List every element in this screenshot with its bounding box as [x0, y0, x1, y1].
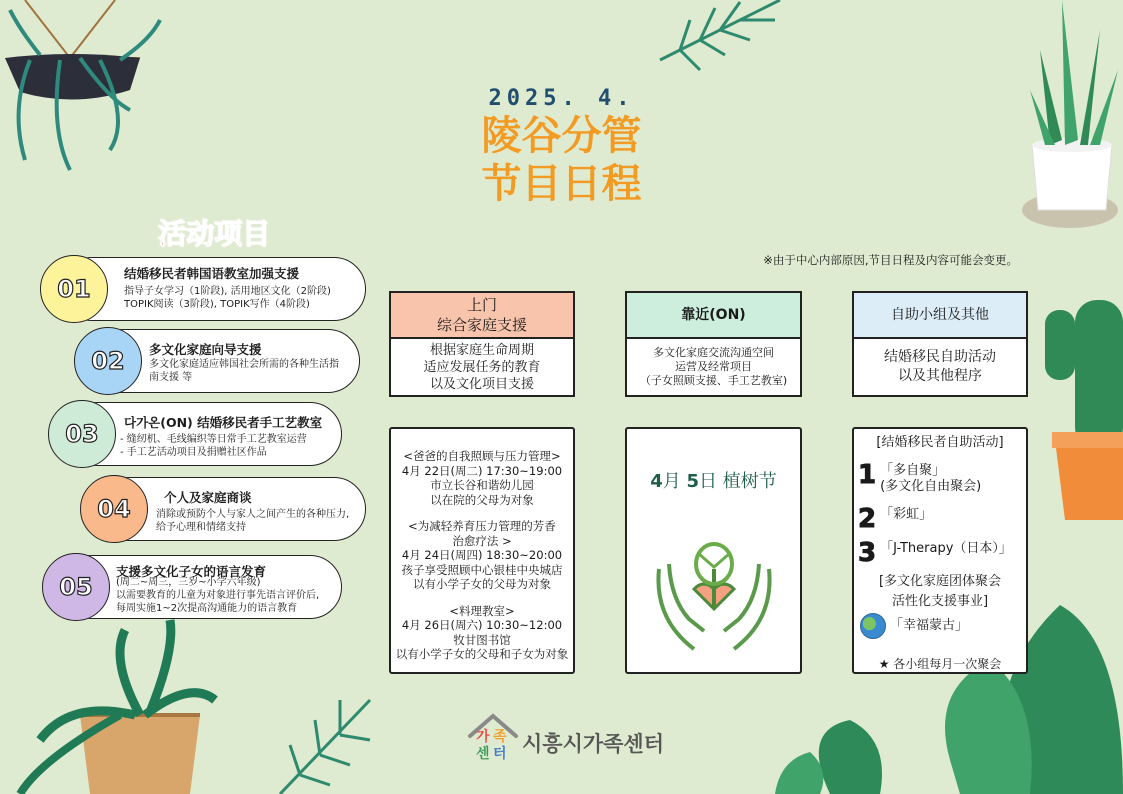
self-help-section-title: [结婚移民者自助活动] [876, 435, 1004, 450]
on-event-box [625, 427, 802, 674]
activity-desc-03-line2: - 手工艺活动项目及捐赠社区作品 [120, 447, 267, 458]
activity-title-03: 다가온(ON) 结婚移民者手工艺教室 [124, 415, 323, 430]
arbor-day-event [627, 467, 800, 493]
logo-char-sen: 센 [476, 746, 490, 762]
activity-number-05: 05 [42, 553, 110, 621]
logo-char-ga: 가 [476, 729, 490, 745]
logo-char-teo: 터 [493, 746, 507, 762]
event-item-2 [391, 519, 573, 592]
activity-desc-02-line2: 南支援 等 [149, 372, 193, 383]
col1-sub-line3: 以及文化项目支援 [429, 376, 534, 392]
event3-place: 牧甘图书馆 [453, 632, 511, 647]
col3-sub-line2: 以及其他程序 [898, 368, 982, 384]
activities-title: 活动项目 [158, 217, 271, 250]
column-self-help-description [852, 337, 1028, 397]
activity-desc-02-line1: 多文化家庭适应韩国社会所需的各种生活指 [149, 359, 339, 370]
family-center-logo [466, 712, 520, 764]
column-home-visit-header [389, 291, 575, 339]
col2-sub-line1: 多文化家庭交流沟通空间 [653, 346, 774, 359]
event2-time: 4月 24日(周四) 18:30~20:00 [401, 548, 563, 562]
col1-sub-line1: 根据家庭生命周期 [429, 342, 534, 358]
event2-target: 以有小学子女的父母为对象 [413, 577, 551, 591]
activity-desc-05-line2: 以需要教育的儿童为对象进行事先语言评价后, [116, 590, 320, 601]
center-name: 시흥시가족센터 [522, 732, 665, 756]
event2-title-line2: 治愈疗法 > [452, 533, 512, 548]
col1-sub-line2: 适应发展任务的教育 [423, 359, 541, 375]
activity-title-04: 个人及家庭商谈 [164, 490, 252, 505]
globe-icon [860, 613, 886, 639]
number-one-badge-icon: 1 [858, 460, 877, 490]
group1-desc: (多文化自由聚会) [880, 479, 982, 494]
event3-target: 以有小学子女的父母和子女为对象 [395, 647, 569, 661]
mongolia-group-name: 「幸福蒙古」 [890, 618, 969, 633]
activity-desc-04-line1: 消除或预防个人与家人之间产生的各种压力, [156, 509, 350, 520]
col2-sub-line3: （子女照顾支援、手工艺教室) [639, 374, 788, 387]
event2-title-line1: <为减轻养育压力管理的芳香 [408, 519, 556, 533]
cactus-illustration [1045, 300, 1123, 520]
activity-number-02: 02 [74, 327, 142, 395]
event-day: 5 [686, 471, 700, 492]
column-home-visit-header-line2: 综合家庭支援 [436, 316, 527, 334]
activity-desc-01-line1: 指导子女学习（1阶段), 活用地区文化（2阶段) [124, 286, 331, 297]
activity-desc-05-line1: (周二~周三，三岁~小学六年级) [116, 577, 261, 588]
event-month: 4 [650, 471, 663, 492]
palm-leaf-top [660, 0, 780, 70]
activity-title-01: 结婚移民者韩国语教室加强支援 [124, 266, 300, 281]
group-item-1 [858, 460, 982, 495]
activity-desc-03-line1: - 缝纫机、毛线编织等日常手工艺教室运营 [120, 434, 307, 445]
column-home-visit-description [389, 337, 575, 397]
event1-target: 以在院的父母为对象 [430, 492, 534, 507]
event3-title: <料理教室> [449, 603, 515, 618]
self-help-groups-box [852, 427, 1028, 674]
basket-plant-illustration [20, 620, 215, 794]
group3-name: 「J-Therapy（日本）」 [880, 541, 1012, 556]
event1-title: <爸爸的自我照顾与压力管理> [403, 449, 561, 463]
event3-time: 4月 26日(周六) 10:30~12:00 [401, 618, 563, 632]
page-title-line1: 陵谷分管 [481, 113, 642, 159]
number-two-badge-icon: 2 [858, 504, 877, 534]
column-on-description [625, 337, 802, 397]
activity-number-03: 03 [48, 400, 116, 468]
group2-name: 「彩虹」 [880, 507, 933, 522]
group-item-3 [858, 538, 1012, 568]
event-month-unit: 月 [662, 471, 681, 492]
schedule-date: 2025. 4. [488, 86, 635, 111]
event-name: 植树节 [722, 471, 777, 492]
home-visit-events-box [389, 427, 575, 674]
event2-place: 孩子享受照顾中心银桂中央城店 [401, 562, 563, 577]
group1-name: 「多自聚」 [880, 463, 946, 478]
activity-number-01: 01 [40, 255, 108, 323]
event1-time: 4月 22日(周二) 17:30~19:00 [401, 463, 563, 478]
activity-desc-04-line2: 给予心理和情绪支持 [156, 522, 246, 533]
event-item-1 [391, 449, 573, 507]
activity-title-02: 多文化家庭向导支援 [149, 342, 262, 357]
column-on-header: 靠近(ON) [625, 291, 802, 339]
column-self-help-header: 自助小组及其他 [852, 291, 1028, 339]
change-notice: ※由于中心内部原因,节目日程及内容可能会变更。 [763, 253, 1018, 267]
activity-title-05: 支援多文化子女的语言发育 [116, 564, 267, 579]
group-support-title-line2: 活性化支援事业] [891, 594, 989, 609]
palm-leaf-bottom [280, 700, 370, 794]
column-home-visit-header-line1: 上门 [466, 296, 497, 314]
group-support-title-line1: [多文化家庭团体聚会 [878, 574, 1002, 589]
group-item-2 [858, 504, 933, 534]
activity-desc-01-line2: TOPIK阅读（3阶段), TOPIK写作（4阶段) [124, 299, 310, 310]
event-day-unit: 日 [699, 471, 718, 492]
event1-place: 市立长谷和谐幼儿园 [430, 478, 534, 492]
col2-sub-line2: 运营及经常项目 [675, 360, 752, 373]
activity-number-04: 04 [80, 475, 148, 543]
group-support-section [854, 572, 1026, 612]
hands-tree-icon [649, 539, 779, 654]
page-title-line2: 节目日程 [481, 161, 642, 207]
number-three-badge-icon: 3 [858, 538, 877, 568]
activity-desc-05-line3: 每周实施1~2次提高沟通能力的语言教育 [116, 603, 298, 614]
group-item-mongolia [860, 613, 968, 639]
col3-sub-line1: 结婚移民自助活动 [884, 349, 996, 365]
group-meeting-footnote: ★ 各小组每月一次聚会 [878, 657, 1002, 671]
logo-char-jok: 족 [493, 729, 507, 745]
event-item-3 [391, 604, 573, 662]
